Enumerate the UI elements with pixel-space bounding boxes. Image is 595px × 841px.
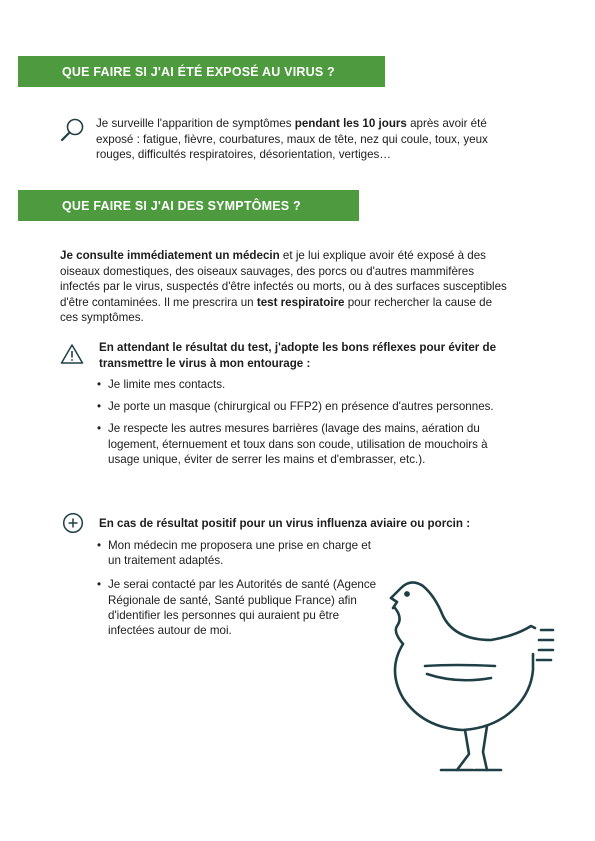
exposed-paragraph <box>96 116 521 163</box>
exposed-text-bold: pendant les 10 jours <box>294 117 407 130</box>
plus-circle-icon <box>62 512 84 534</box>
list-item: • Mon médecin me proposera une prise en charge et un traitement adaptés. <box>97 538 377 568</box>
symptoms-intro-bold2: test respiratoire <box>256 295 345 309</box>
section-symptoms-title: QUE FAIRE SI J'AI DES SYMPTÔMES ? <box>62 198 301 213</box>
warning-list <box>97 377 515 474</box>
warning-triangle-icon <box>60 343 84 365</box>
chicken-icon <box>383 574 563 784</box>
symptoms-intro-paragraph <box>60 248 510 326</box>
symptoms-intro-mid: et je lui explique avoir été exposé à des oiseaux domestiques, des oiseaux sauvages, des porcs ou d'autres mammifères infectés par le virus, suspectés d'être infectés ou morts, ou à des surfaces susceptibles d'être contaminées. Il me prescrira un <box>60 249 507 309</box>
section-symptoms-banner <box>18 190 359 221</box>
positive-list <box>97 538 377 645</box>
exposed-text-1: Je surveille l'apparition de symptômes <box>96 117 295 130</box>
magnifier-icon <box>60 117 86 143</box>
list-item: • Je respecte les autres mesures barrières (lavage des mains, aération du logement, éternuement et toux dans son coude, utilisation de mouchoirs à usage unique, éviter de serrer les mains et d'embrasser, etc.). <box>97 421 515 467</box>
symptoms-intro-bold: Je consulte immédiatement un médecin <box>60 249 280 262</box>
list-item: • Je serai contacté par les Autorités de santé (Agence Régionale de santé, Santé publique France) afin d'identifier les personnes qui auraient pu être infectées autour de moi. <box>97 577 377 638</box>
warning-heading: En attendant le résultat du test, j'adopte les bons réflexes pour éviter de transmettre le virus à mon entourage : <box>99 341 497 370</box>
list-item: • Je limite mes contacts. <box>97 377 515 392</box>
exposed-text-2: après avoir été exposé : fatigue, fièvre, courbatures, maux de tête, nez qui coule, toux, yeux rouges, difficultés respiratoires, désorientation, vertiges… <box>96 117 488 161</box>
section-exposed-title: QUE FAIRE SI J'AI ÉTÉ EXPOSÉ AU VIRUS ? <box>62 64 335 79</box>
symptoms-intro-end: pour rechercher la cause de ces symptômes. <box>60 295 493 324</box>
list-item: • Je porte un masque (chirurgical ou FFP2) en présence d'autres personnes. <box>97 399 515 414</box>
section-exposed-banner <box>18 56 385 87</box>
positive-heading: En cas de résultat positif pour un virus influenza aviaire ou porcin : <box>99 517 471 530</box>
